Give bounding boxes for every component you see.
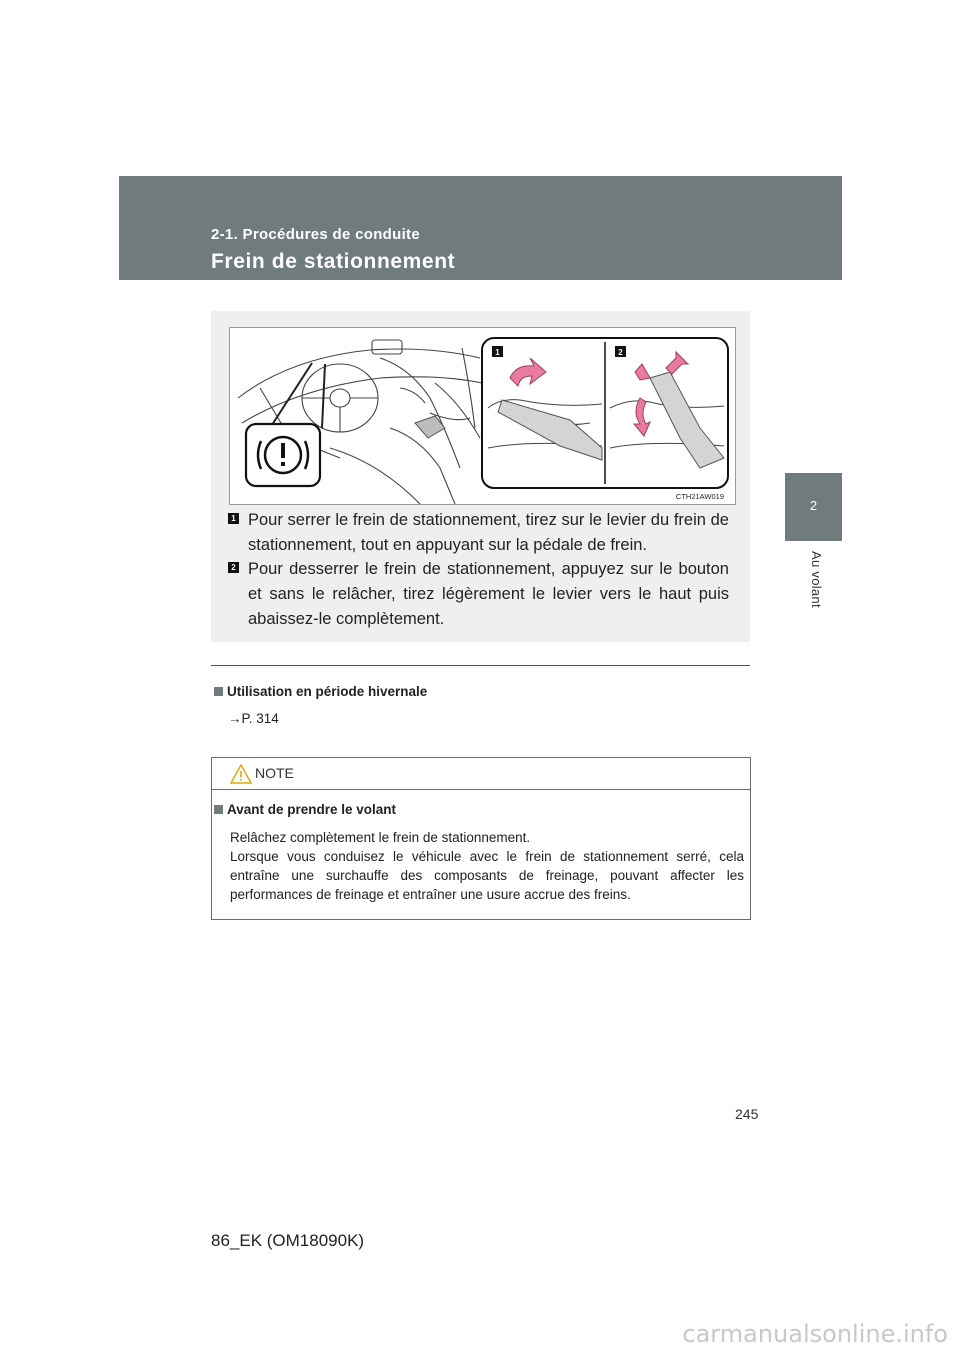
note-box [211,757,751,920]
document-code: 86_EK (OM18090K) [211,1231,365,1250]
svg-text:1: 1 [495,348,500,357]
chapter-number: 2 [809,498,818,513]
note-title: Avant de prendre le volant [214,802,396,817]
svg-text:2: 2 [618,348,623,357]
note-line-1: Relâchez complètement le frein de stationnement. [230,830,531,845]
note-body [230,828,744,904]
panel-label-2 [615,346,626,357]
note-line-2: Lorsque vous conduisez le véhicule avec le frein de stationnement serré, cela entraîne une surchauffe des composants de freinage, pouvant affecter les performances de freinage et entraîner une usure accrue des freins. [230,849,744,902]
page-number: 245 [735,1106,759,1122]
square-bullet-icon [214,687,223,696]
winter-page-reference[interactable]: →P. 314 [228,711,279,726]
illustration-svg [230,328,735,504]
instruction-1-number: 1 [228,513,239,524]
square-bullet-icon [214,805,223,814]
winter-usage-heading: Utilisation en période hivernale [214,684,427,699]
instruction-2-text: Pour desserrer le frein de stationnement, appuyez sur le bouton et sans le relâcher, tirez légèrement le levier vers le haut puis abaissez-le complètement. [248,560,729,628]
note-label: NOTE [255,765,294,781]
warning-triangle-icon [230,764,252,784]
figure-code: CTH21AW019 [675,492,724,501]
instruction-2-number: 2 [228,562,239,573]
watermark: carmanualsonline.info [682,1320,948,1348]
instruction-1-text: Pour serrer le frein de stationnement, tirez sur le levier du frein de stationnement, tout en appuyant sur la pédale de frein. [248,511,729,554]
note-header [212,758,750,790]
section-label: 2-1. Procédures de conduite [211,226,420,243]
chapter-label: Au volant [809,551,824,608]
brake-warning-icon [246,424,320,486]
section-divider [211,665,750,666]
parking-brake-illustration [229,327,736,505]
page-title: Frein de stationnement [211,250,456,273]
panel-label-1 [492,346,503,357]
